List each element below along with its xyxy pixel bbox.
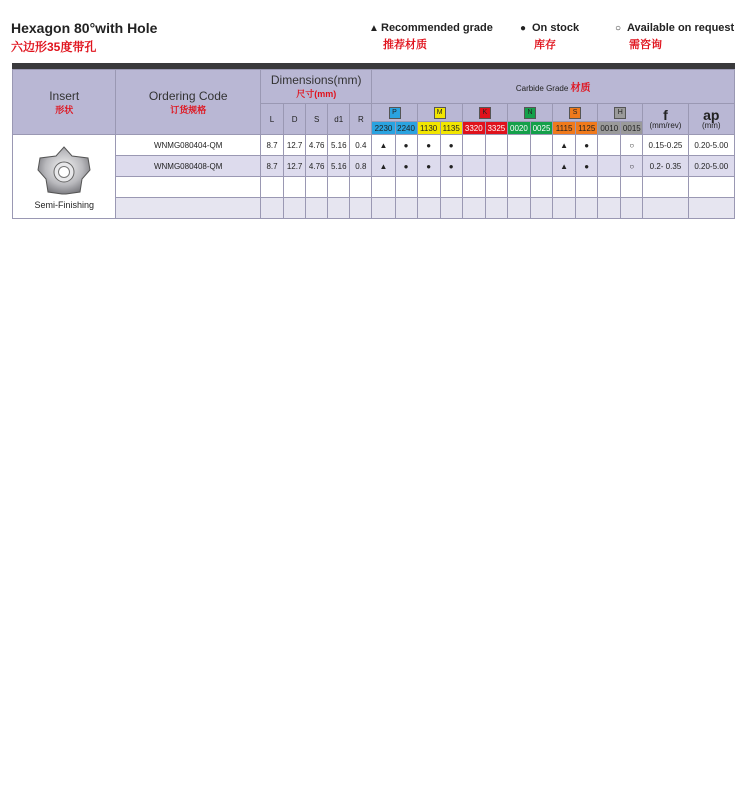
grade-m-badge: M <box>417 104 462 122</box>
feed-value: 0.2- 0.35 <box>643 156 688 177</box>
legend-stock-cn: 库存 <box>534 39 556 51</box>
insert-image-cell <box>13 135 116 219</box>
legend-stock-label: On stock <box>532 22 580 34</box>
dim-value: 4.76 <box>306 135 328 156</box>
insert-icon <box>32 144 96 198</box>
grade-s-badge: S <box>553 104 598 122</box>
grade-code: 1125 <box>576 122 598 135</box>
grade-mark <box>530 135 552 156</box>
grade-mark <box>485 135 507 156</box>
grade-mark <box>462 156 485 177</box>
grade-mark: ● <box>440 156 462 177</box>
grade-p-badge: P <box>372 104 417 122</box>
carbide-header-cn: 材质 <box>570 83 591 94</box>
grade-code: 0010 <box>598 122 621 135</box>
grade-mark: ● <box>417 156 440 177</box>
grade-code: 0020 <box>507 122 530 135</box>
carbide-header-en: Carbide Grade <box>515 84 569 93</box>
dim-l: L <box>260 104 283 135</box>
grade-mark: ● <box>576 135 598 156</box>
ap-value: 0.20-5.00 <box>688 156 734 177</box>
carbide-grade-header <box>372 70 735 104</box>
grade-code: 0025 <box>530 122 552 135</box>
legend-recommended-label: Recommended grade <box>381 22 493 34</box>
grade-mark <box>530 156 552 177</box>
table-row <box>13 156 735 177</box>
ap-unit: (mm) <box>701 120 721 130</box>
triangle-icon: ▲ <box>369 23 379 34</box>
f-header <box>643 104 688 135</box>
ordering-header-en: Ordering Code <box>148 88 228 103</box>
grade-mark <box>507 135 530 156</box>
grade-mark: ● <box>417 135 440 156</box>
f-unit: (mm/rev) <box>649 120 682 130</box>
insert-header-cn: 形状 <box>55 104 74 115</box>
grade-mark <box>598 135 621 156</box>
grade-code: 1115 <box>553 122 576 135</box>
dim-d1: d1 <box>328 104 350 135</box>
grade-code: 3325 <box>485 122 507 135</box>
grade-mark: ▲ <box>372 156 395 177</box>
grade-n-badge: N <box>507 104 552 122</box>
dim-value: 0.8 <box>350 156 372 177</box>
grade-code: 0015 <box>621 122 643 135</box>
grade-code: 1130 <box>417 122 440 135</box>
grade-mark: ● <box>395 156 417 177</box>
dim-value: 8.7 <box>260 156 283 177</box>
ordering-code: WNMG080408-QM <box>116 156 261 177</box>
legend-recommended-cn: 推荐材质 <box>383 39 427 51</box>
dim-s: S <box>306 104 328 135</box>
circle-icon: ○ <box>615 23 622 34</box>
f-label: f <box>663 106 668 123</box>
page-title-cn: 六边形35度带孔 <box>11 40 97 54</box>
grade-code: 1135 <box>440 122 462 135</box>
grade-k-badge: K <box>462 104 507 122</box>
grade-mark: ● <box>440 135 462 156</box>
grade-mark: ○ <box>621 135 643 156</box>
dim-value: 12.7 <box>284 156 306 177</box>
legend-request <box>615 22 734 52</box>
dim-value: 5.16 <box>328 135 350 156</box>
dim-value: 0.4 <box>350 135 372 156</box>
ordering-code-header <box>116 70 261 135</box>
grade-mark: ○ <box>621 156 643 177</box>
grade-mark: ▲ <box>372 135 395 156</box>
ap-label: ap <box>703 106 720 123</box>
dim-value: 8.7 <box>260 135 283 156</box>
grade-table <box>12 69 735 219</box>
grade-mark: ▲ <box>553 156 576 177</box>
grade-mark <box>507 156 530 177</box>
table-row <box>13 177 735 198</box>
dim-r: R <box>350 104 372 135</box>
dim-value: 5.16 <box>328 156 350 177</box>
grade-mark <box>598 156 621 177</box>
legend-request-cn: 需咨询 <box>629 39 662 51</box>
grade-mark: ● <box>395 135 417 156</box>
dim-d: D <box>284 104 306 135</box>
ap-value: 0.20-5.00 <box>688 135 734 156</box>
grade-mark <box>462 135 485 156</box>
insert-type-label: Semi-Finishing <box>34 199 94 210</box>
ap-header <box>688 104 734 135</box>
feed-value: 0.15-0.25 <box>643 135 688 156</box>
grade-code: 2240 <box>395 122 417 135</box>
grade-mark: ▲ <box>553 135 576 156</box>
dimensions-header <box>260 70 371 104</box>
dim-value: 12.7 <box>284 135 306 156</box>
page-title: Hexagon 80°with Hole <box>11 20 158 36</box>
insert-header <box>13 70 116 135</box>
legend-request-label: Available on request <box>627 22 735 34</box>
dim-value: 4.76 <box>306 156 328 177</box>
ordering-code: WNMG080404-QM <box>116 135 261 156</box>
ordering-header-cn: 订货规格 <box>170 104 207 115</box>
grade-mark <box>485 156 507 177</box>
legend-recommended <box>369 22 493 52</box>
grade-mark: ● <box>576 156 598 177</box>
legend-stock <box>520 22 579 52</box>
table-row <box>13 198 735 219</box>
grade-h-badge: H <box>598 104 643 122</box>
grade-code: 2230 <box>372 122 395 135</box>
dimensions-header-cn: 尺寸(mm) <box>296 89 337 99</box>
dot-icon: ● <box>520 23 527 34</box>
table-row <box>13 135 735 156</box>
grade-code: 3320 <box>462 122 485 135</box>
insert-header-en: Insert <box>49 88 80 103</box>
dimensions-header-en: Dimensions(mm) <box>270 73 362 87</box>
